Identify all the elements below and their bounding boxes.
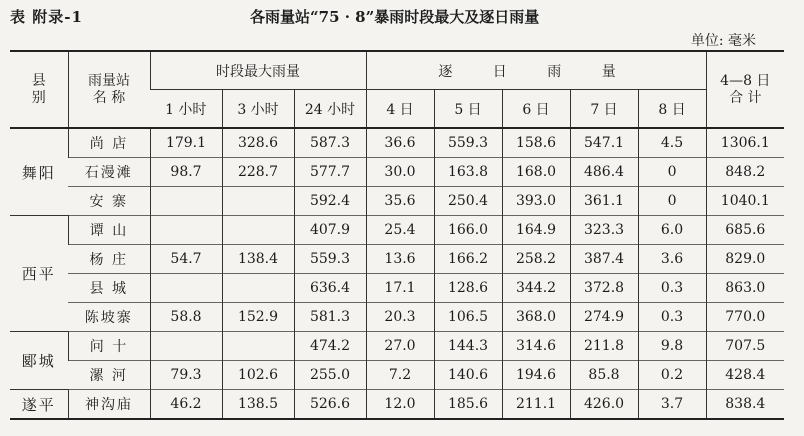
header-24h: 24 小时 xyxy=(294,90,366,129)
cell-day4: 20.3 xyxy=(366,303,434,332)
table-row xyxy=(10,245,784,274)
cell-day4: 35.6 xyxy=(366,187,434,216)
cell-day6: 258.2 xyxy=(502,245,570,274)
cell-3h xyxy=(222,216,294,245)
table-tag: 表 附录-1 xyxy=(10,8,83,26)
cell-day4: 27.0 xyxy=(366,332,434,361)
cell-day5: 144.3 xyxy=(434,332,502,361)
cell-24h: 559.3 xyxy=(294,245,366,274)
cell-1h: 46.2 xyxy=(150,390,222,420)
cell-24h: 255.0 xyxy=(294,361,366,390)
cell-total: 707.5 xyxy=(706,332,784,361)
table-row xyxy=(10,332,784,361)
cell-24h: 587.3 xyxy=(294,128,366,158)
table-row xyxy=(10,216,784,245)
cell-day4: 17.1 xyxy=(366,274,434,303)
table-row xyxy=(10,274,784,303)
station-cell: 尚 店 xyxy=(68,128,150,158)
unit-label: 单位: 毫米 xyxy=(690,33,756,49)
cell-total: 863.0 xyxy=(706,274,784,303)
cell-day8: 6.0 xyxy=(638,216,706,245)
cell-total: 1040.1 xyxy=(706,187,784,216)
cell-day7: 486.4 xyxy=(570,158,638,187)
cell-day7: 323.3 xyxy=(570,216,638,245)
cell-1h: 54.7 xyxy=(150,245,222,274)
cell-24h: 577.7 xyxy=(294,158,366,187)
cell-day4: 30.0 xyxy=(366,158,434,187)
station-cell: 问 十 xyxy=(68,332,150,361)
cell-day7: 547.1 xyxy=(570,128,638,158)
cell-24h: 581.3 xyxy=(294,303,366,332)
cell-1h: 58.8 xyxy=(150,303,222,332)
header-station-line2: 名 称 xyxy=(92,89,126,106)
cell-day8: 0.2 xyxy=(638,361,706,390)
header-day6: 6 日 xyxy=(502,90,570,129)
cell-24h: 592.4 xyxy=(294,187,366,216)
cell-day8: 0 xyxy=(638,187,706,216)
cell-3h: 102.6 xyxy=(222,361,294,390)
cell-24h: 474.2 xyxy=(294,332,366,361)
cell-day4: 36.6 xyxy=(366,128,434,158)
cell-day8: 0.3 xyxy=(638,274,706,303)
table-row xyxy=(10,158,784,187)
cell-day5: 559.3 xyxy=(434,128,502,158)
table-title: 各雨量站“75 · 8”暴雨时段最大及逐日雨量 xyxy=(250,8,540,26)
cell-day8: 4.5 xyxy=(638,128,706,158)
station-cell: 县 城 xyxy=(68,274,150,303)
header-station xyxy=(68,51,150,128)
header-total-line1: 4—8 日 xyxy=(720,72,771,89)
cell-day6: 168.0 xyxy=(502,158,570,187)
cell-day5: 166.0 xyxy=(434,216,502,245)
cell-3h: 138.4 xyxy=(222,245,294,274)
cell-day6: 393.0 xyxy=(502,187,570,216)
cell-day6: 368.0 xyxy=(502,303,570,332)
cell-total: 685.6 xyxy=(706,216,784,245)
cell-3h xyxy=(222,274,294,303)
cell-day5: 140.6 xyxy=(434,361,502,390)
header-day8: 8 日 xyxy=(638,90,706,129)
cell-day5: 106.5 xyxy=(434,303,502,332)
cell-1h xyxy=(150,216,222,245)
county-cell: 郾城 xyxy=(10,332,68,390)
cell-day4: 25.4 xyxy=(366,216,434,245)
cell-total: 1306.1 xyxy=(706,128,784,158)
cell-24h: 636.4 xyxy=(294,274,366,303)
cell-day6: 164.9 xyxy=(502,216,570,245)
cell-24h: 526.6 xyxy=(294,390,366,420)
county-cell: 西平 xyxy=(10,216,68,332)
header-day5: 5 日 xyxy=(434,90,502,129)
cell-3h xyxy=(222,187,294,216)
header-daily: 逐 日 雨 量 xyxy=(366,51,706,90)
cell-day6: 344.2 xyxy=(502,274,570,303)
cell-day6: 314.6 xyxy=(502,332,570,361)
cell-day8: 0 xyxy=(638,158,706,187)
cell-day6: 194.6 xyxy=(502,361,570,390)
cell-day7: 361.1 xyxy=(570,187,638,216)
header-station-line1: 雨量站 xyxy=(88,72,130,89)
cell-total: 838.4 xyxy=(706,390,784,420)
cell-day5: 128.6 xyxy=(434,274,502,303)
station-cell: 漯 河 xyxy=(68,361,150,390)
station-cell: 谭 山 xyxy=(68,216,150,245)
station-cell: 石漫滩 xyxy=(68,158,150,187)
cell-day4: 13.6 xyxy=(366,245,434,274)
header-period-max: 时段最大雨量 xyxy=(150,51,366,90)
rainfall-table xyxy=(10,50,784,420)
cell-1h xyxy=(150,187,222,216)
cell-total: 428.4 xyxy=(706,361,784,390)
cell-day7: 274.9 xyxy=(570,303,638,332)
table-row xyxy=(10,361,784,390)
cell-day6: 211.1 xyxy=(502,390,570,420)
county-cell: 舞阳 xyxy=(10,128,68,216)
cell-day6: 158.6 xyxy=(502,128,570,158)
cell-1h: 79.3 xyxy=(150,361,222,390)
cell-day4: 12.0 xyxy=(366,390,434,420)
header-county: 县别 xyxy=(10,51,68,128)
cell-day5: 185.6 xyxy=(434,390,502,420)
county-cell: 遂平 xyxy=(10,390,68,420)
cell-3h: 228.7 xyxy=(222,158,294,187)
header-day7: 7 日 xyxy=(570,90,638,129)
cell-total: 770.0 xyxy=(706,303,784,332)
cell-total: 848.2 xyxy=(706,158,784,187)
cell-day8: 3.6 xyxy=(638,245,706,274)
station-cell: 安 寨 xyxy=(68,187,150,216)
table-row xyxy=(10,187,784,216)
cell-day5: 163.8 xyxy=(434,158,502,187)
cell-day8: 3.7 xyxy=(638,390,706,420)
station-cell: 神沟庙 xyxy=(68,390,150,420)
cell-day4: 7.2 xyxy=(366,361,434,390)
cell-3h: 328.6 xyxy=(222,128,294,158)
cell-day7: 387.4 xyxy=(570,245,638,274)
cell-day7: 211.8 xyxy=(570,332,638,361)
table-row xyxy=(10,128,784,158)
cell-day7: 426.0 xyxy=(570,390,638,420)
cell-1h: 98.7 xyxy=(150,158,222,187)
header-1h: 1 小时 xyxy=(165,101,207,118)
cell-1h xyxy=(150,332,222,361)
header-3h: 3 小时 xyxy=(222,90,294,129)
cell-1h xyxy=(150,274,222,303)
cell-day8: 0.3 xyxy=(638,303,706,332)
cell-total: 829.0 xyxy=(706,245,784,274)
cell-day5: 250.4 xyxy=(434,187,502,216)
station-cell: 陈坡寨 xyxy=(68,303,150,332)
header-day4: 4 日 xyxy=(366,90,434,129)
header-total-line2: 合 计 xyxy=(729,89,762,106)
cell-3h xyxy=(222,332,294,361)
cell-3h: 152.9 xyxy=(222,303,294,332)
cell-1h: 179.1 xyxy=(150,128,222,158)
cell-day7: 85.8 xyxy=(570,361,638,390)
cell-24h: 407.9 xyxy=(294,216,366,245)
table-row xyxy=(10,303,784,332)
header-total xyxy=(706,51,784,128)
cell-day7: 372.8 xyxy=(570,274,638,303)
cell-day5: 166.2 xyxy=(434,245,502,274)
station-cell: 杨 庄 xyxy=(68,245,150,274)
cell-day8: 9.8 xyxy=(638,332,706,361)
cell-3h: 138.5 xyxy=(222,390,294,420)
table-row xyxy=(10,390,784,420)
